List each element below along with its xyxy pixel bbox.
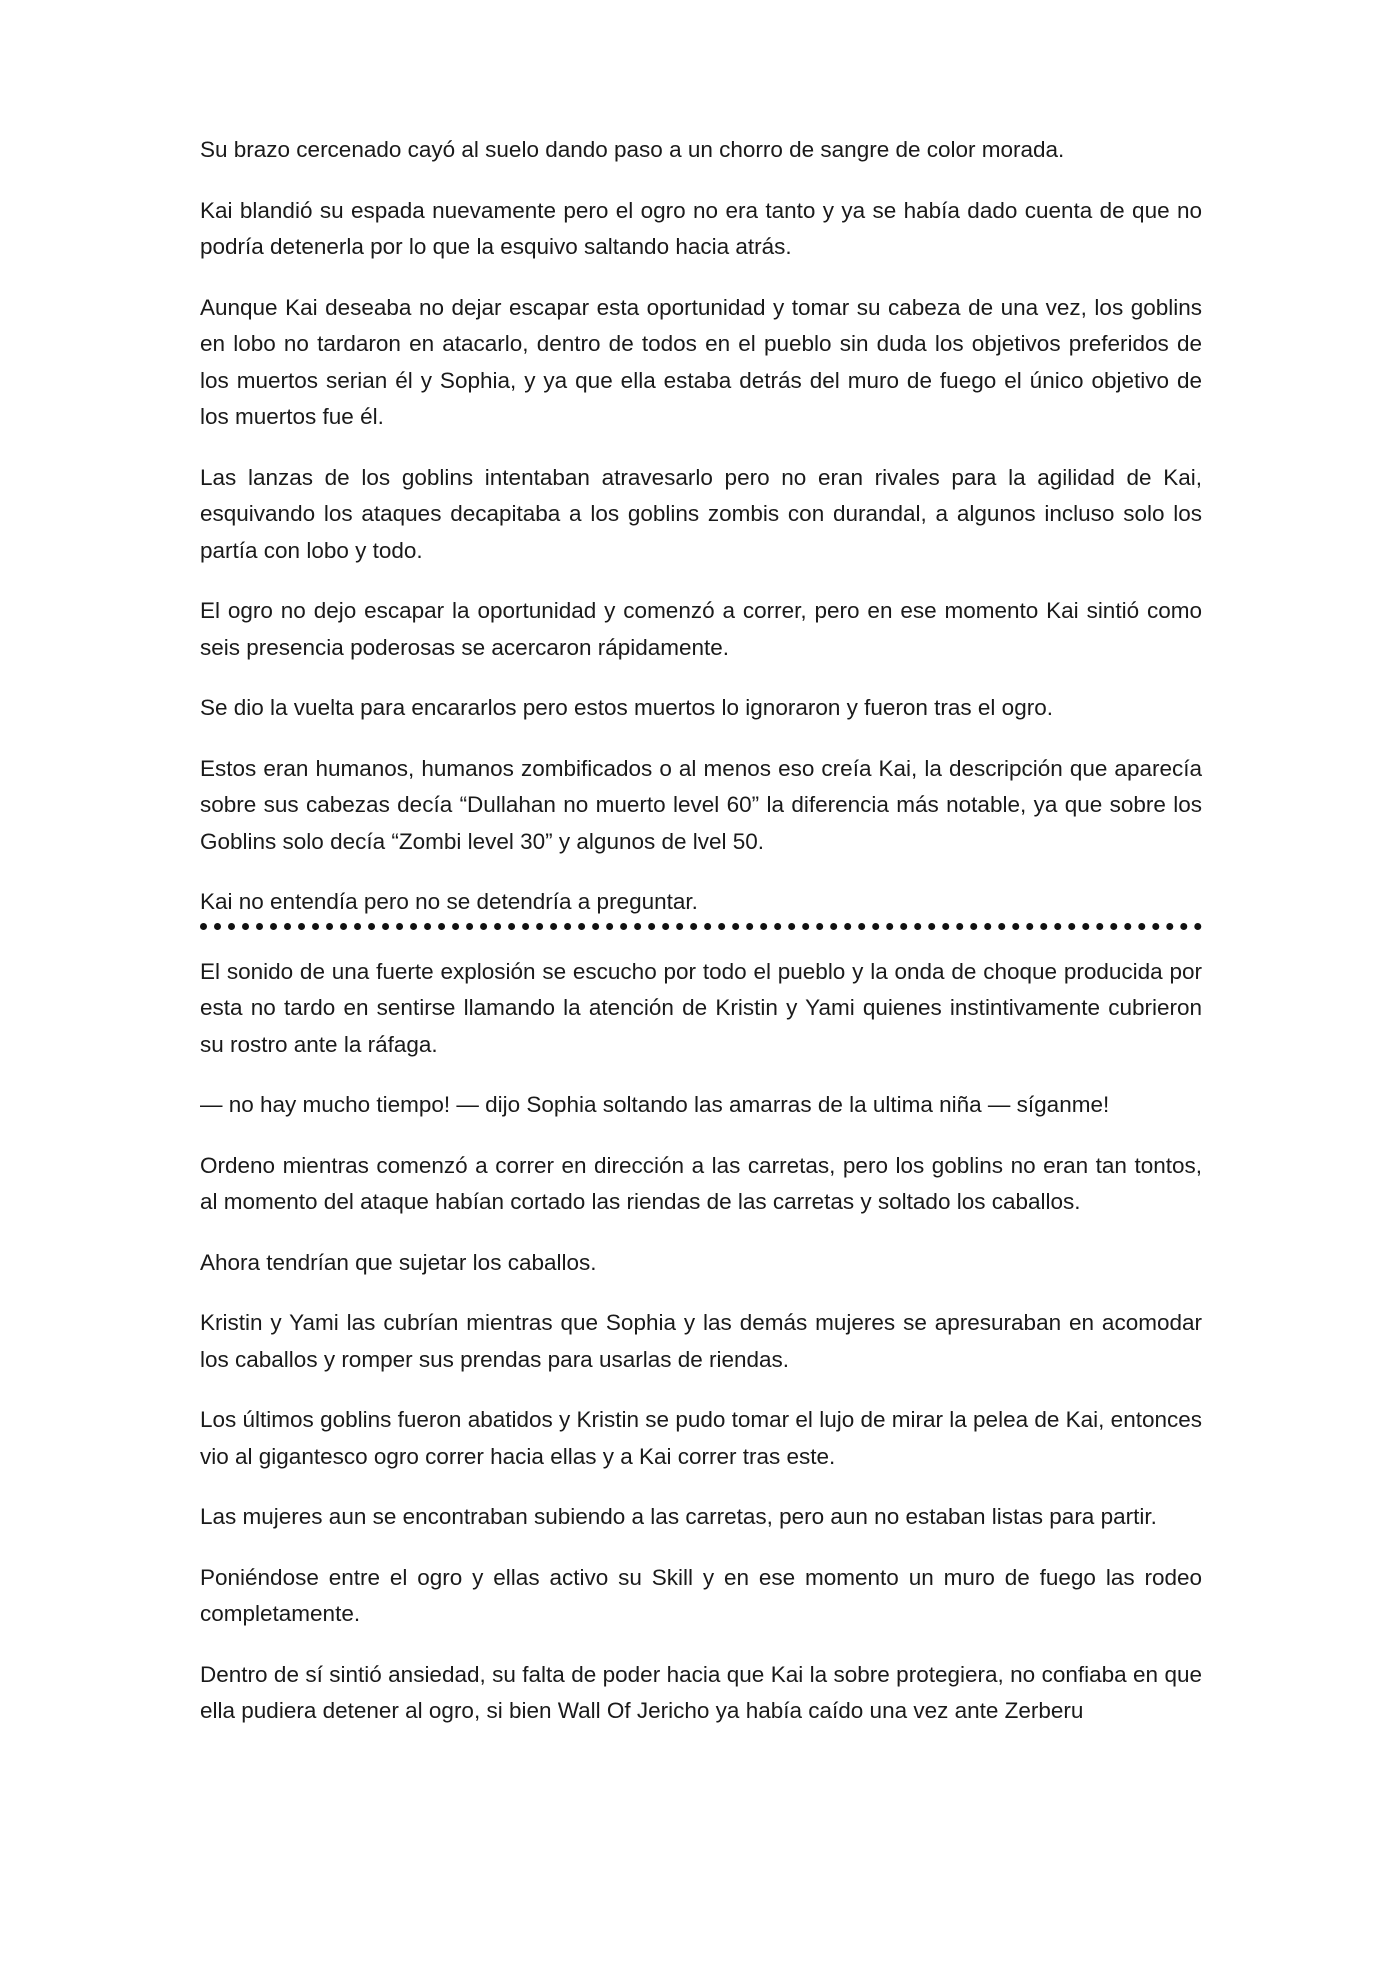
paragraph: El sonido de una fuerte explosión se escucho por todo el pueblo y la onda de choque producida por esta no tardo en sentirse llamando la atención de Kristin y Yami quienes instintivamente cubrieron su rostro ante la ráfaga. — [200, 958, 1202, 1057]
paragraph: Su brazo cercenado cayó al suelo dando paso a un chorro de sangre de color morada. — [200, 137, 1065, 162]
paragraph: Las mujeres aun se encontraban subiendo a las carretas, pero aun no estaban listas para partir. — [200, 1504, 1157, 1529]
paragraph: Aunque Kai deseaba no dejar escapar esta oportunidad y tomar su cabeza de una vez, los goblins en lobo no tardaron en atacarlo, dentro de todos en el pueblo sin duda los objetivos preferidos de los muertos serian él y Sophia, y ya que ella estaba detrás del muro de fuego el único objetivo de los muertos fue él. — [200, 294, 1202, 429]
paragraph: Dentro de sí sintió ansiedad, su falta de poder hacia que Kai la sobre protegiera, no confiaba en que ella pudiera detener al ogro, si bien Wall Of Jericho ya había caído una vez ante Zerberu — [200, 1661, 1202, 1723]
paragraph: Kai no entendía pero no se detendría a preguntar. — [200, 889, 698, 914]
paragraph: Ordeno mientras comenzó a correr en dirección a las carretas, pero los goblins no eran tan tontos, al momento del ataque habían cortado las riendas de las carretas y soltado los caballos. — [200, 1152, 1202, 1214]
paragraph: Los últimos goblins fueron abatidos y Kristin se pudo tomar el lujo de mirar la pelea de Kai, entonces vio al gigantesco ogro correr hacia ellas y a Kai correr tras este. — [200, 1407, 1202, 1469]
paragraph: Se dio la vuelta para encararlos pero estos muertos lo ignoraron y fueron tras el ogro. — [200, 695, 1053, 720]
document-body — [200, 132, 1202, 1754]
paragraph: Kristin y Yami las cubrían mientras que Sophia y las demás mujeres se apresuraban en acomodar los caballos y romper sus prendas para usarlas de riendas. — [200, 1310, 1202, 1372]
paragraph: El ogro no dejo escapar la oportunidad y comenzó a correr, pero en ese momento Kai sintió como seis presencia poderosas se acercaron rápidamente. — [200, 598, 1202, 660]
paragraph: Las lanzas de los goblins intentaban atravesarlo pero no eran rivales para la agilidad de Kai, esquivando los ataques decapitaba a los goblins zombis con durandal, a algunos incluso solo los partía con lobo y todo. — [200, 464, 1202, 563]
paragraph: — no hay mucho tiempo! — dijo Sophia soltando las amarras de la ultima niña — síganme! — [200, 1092, 1110, 1117]
paragraph: Kai blandió su espada nuevamente pero el ogro no era tanto y ya se había dado cuenta de que no podría detenerla por lo que la esquivo saltando hacia atrás. — [200, 197, 1202, 259]
section-divider — [200, 923, 1202, 930]
paragraph: Poniéndose entre el ogro y ellas activo su Skill y en ese momento un muro de fuego las rodeo completamente. — [200, 1564, 1202, 1626]
paragraph: Ahora tendrían que sujetar los caballos. — [200, 1249, 597, 1275]
paragraph: Estos eran humanos, humanos zombificados o al menos eso creía Kai, la descripción que aparecía sobre sus cabezas decía “Dullahan no muerto level 60” la diferencia más notable, ya que sobre los Goblins solo decía “Zombi level 30” y algunos de lvel 50. — [200, 755, 1202, 854]
